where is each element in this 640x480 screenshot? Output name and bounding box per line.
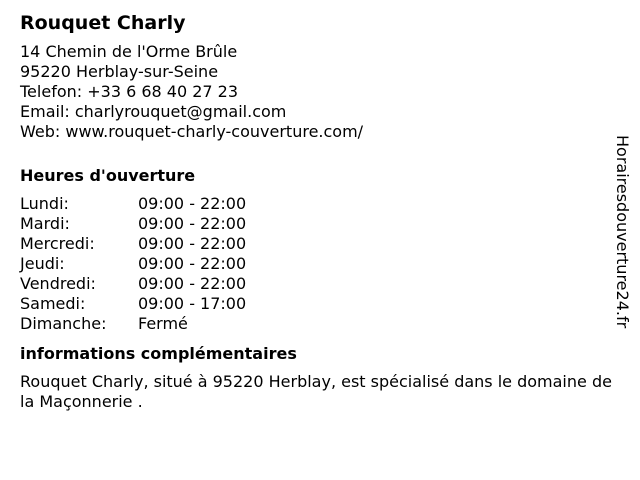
hours-time: 09:00 - 22:00 [138,214,247,233]
email-line: Email: charlyrouquet@gmail.com [20,102,287,121]
hours-day: Jeudi: [20,254,65,273]
site-watermark: Horairesdouverture24.fr [613,135,632,329]
opening-hours-title: Heures d'ouverture [20,166,196,185]
hours-time: 09:00 - 22:00 [138,234,247,253]
hours-time: Fermé [138,314,188,333]
address-line-2: 95220 Herblay-sur-Seine [20,62,219,81]
hours-time: 09:00 - 22:00 [138,254,247,273]
hours-row-wednesday [20,234,620,254]
hours-day: Vendredi: [20,274,96,293]
opening-hours-table [20,194,620,334]
additional-info-title: informations complémentaires [20,344,297,363]
hours-day: Mardi: [20,214,70,233]
hours-time: 09:00 - 22:00 [138,194,247,213]
hours-row-monday [20,194,620,214]
hours-time: 09:00 - 17:00 [138,294,247,313]
hours-row-saturday [20,294,620,314]
business-card [20,10,620,412]
hours-row-sunday [20,314,620,334]
hours-row-tuesday [20,214,620,234]
hours-row-thursday [20,254,620,274]
web-line: Web: www.rouquet-charly-couverture.com/ [20,122,364,141]
phone-line: Telefon: +33 6 68 40 27 23 [20,82,239,101]
additional-info-text: Rouquet Charly, situé à 95220 Herblay, est spécialisé dans le domaine de la Maçonnerie . [20,372,612,411]
hours-day: Dimanche: [20,314,107,333]
hours-time: 09:00 - 22:00 [138,274,247,293]
address-line-1: 14 Chemin de l'Orme Brûle [20,42,238,61]
hours-day: Lundi: [20,194,69,213]
hours-day: Samedi: [20,294,86,313]
business-name: Rouquet Charly [20,12,186,34]
hours-row-friday [20,274,620,294]
hours-day: Mercredi: [20,234,95,253]
